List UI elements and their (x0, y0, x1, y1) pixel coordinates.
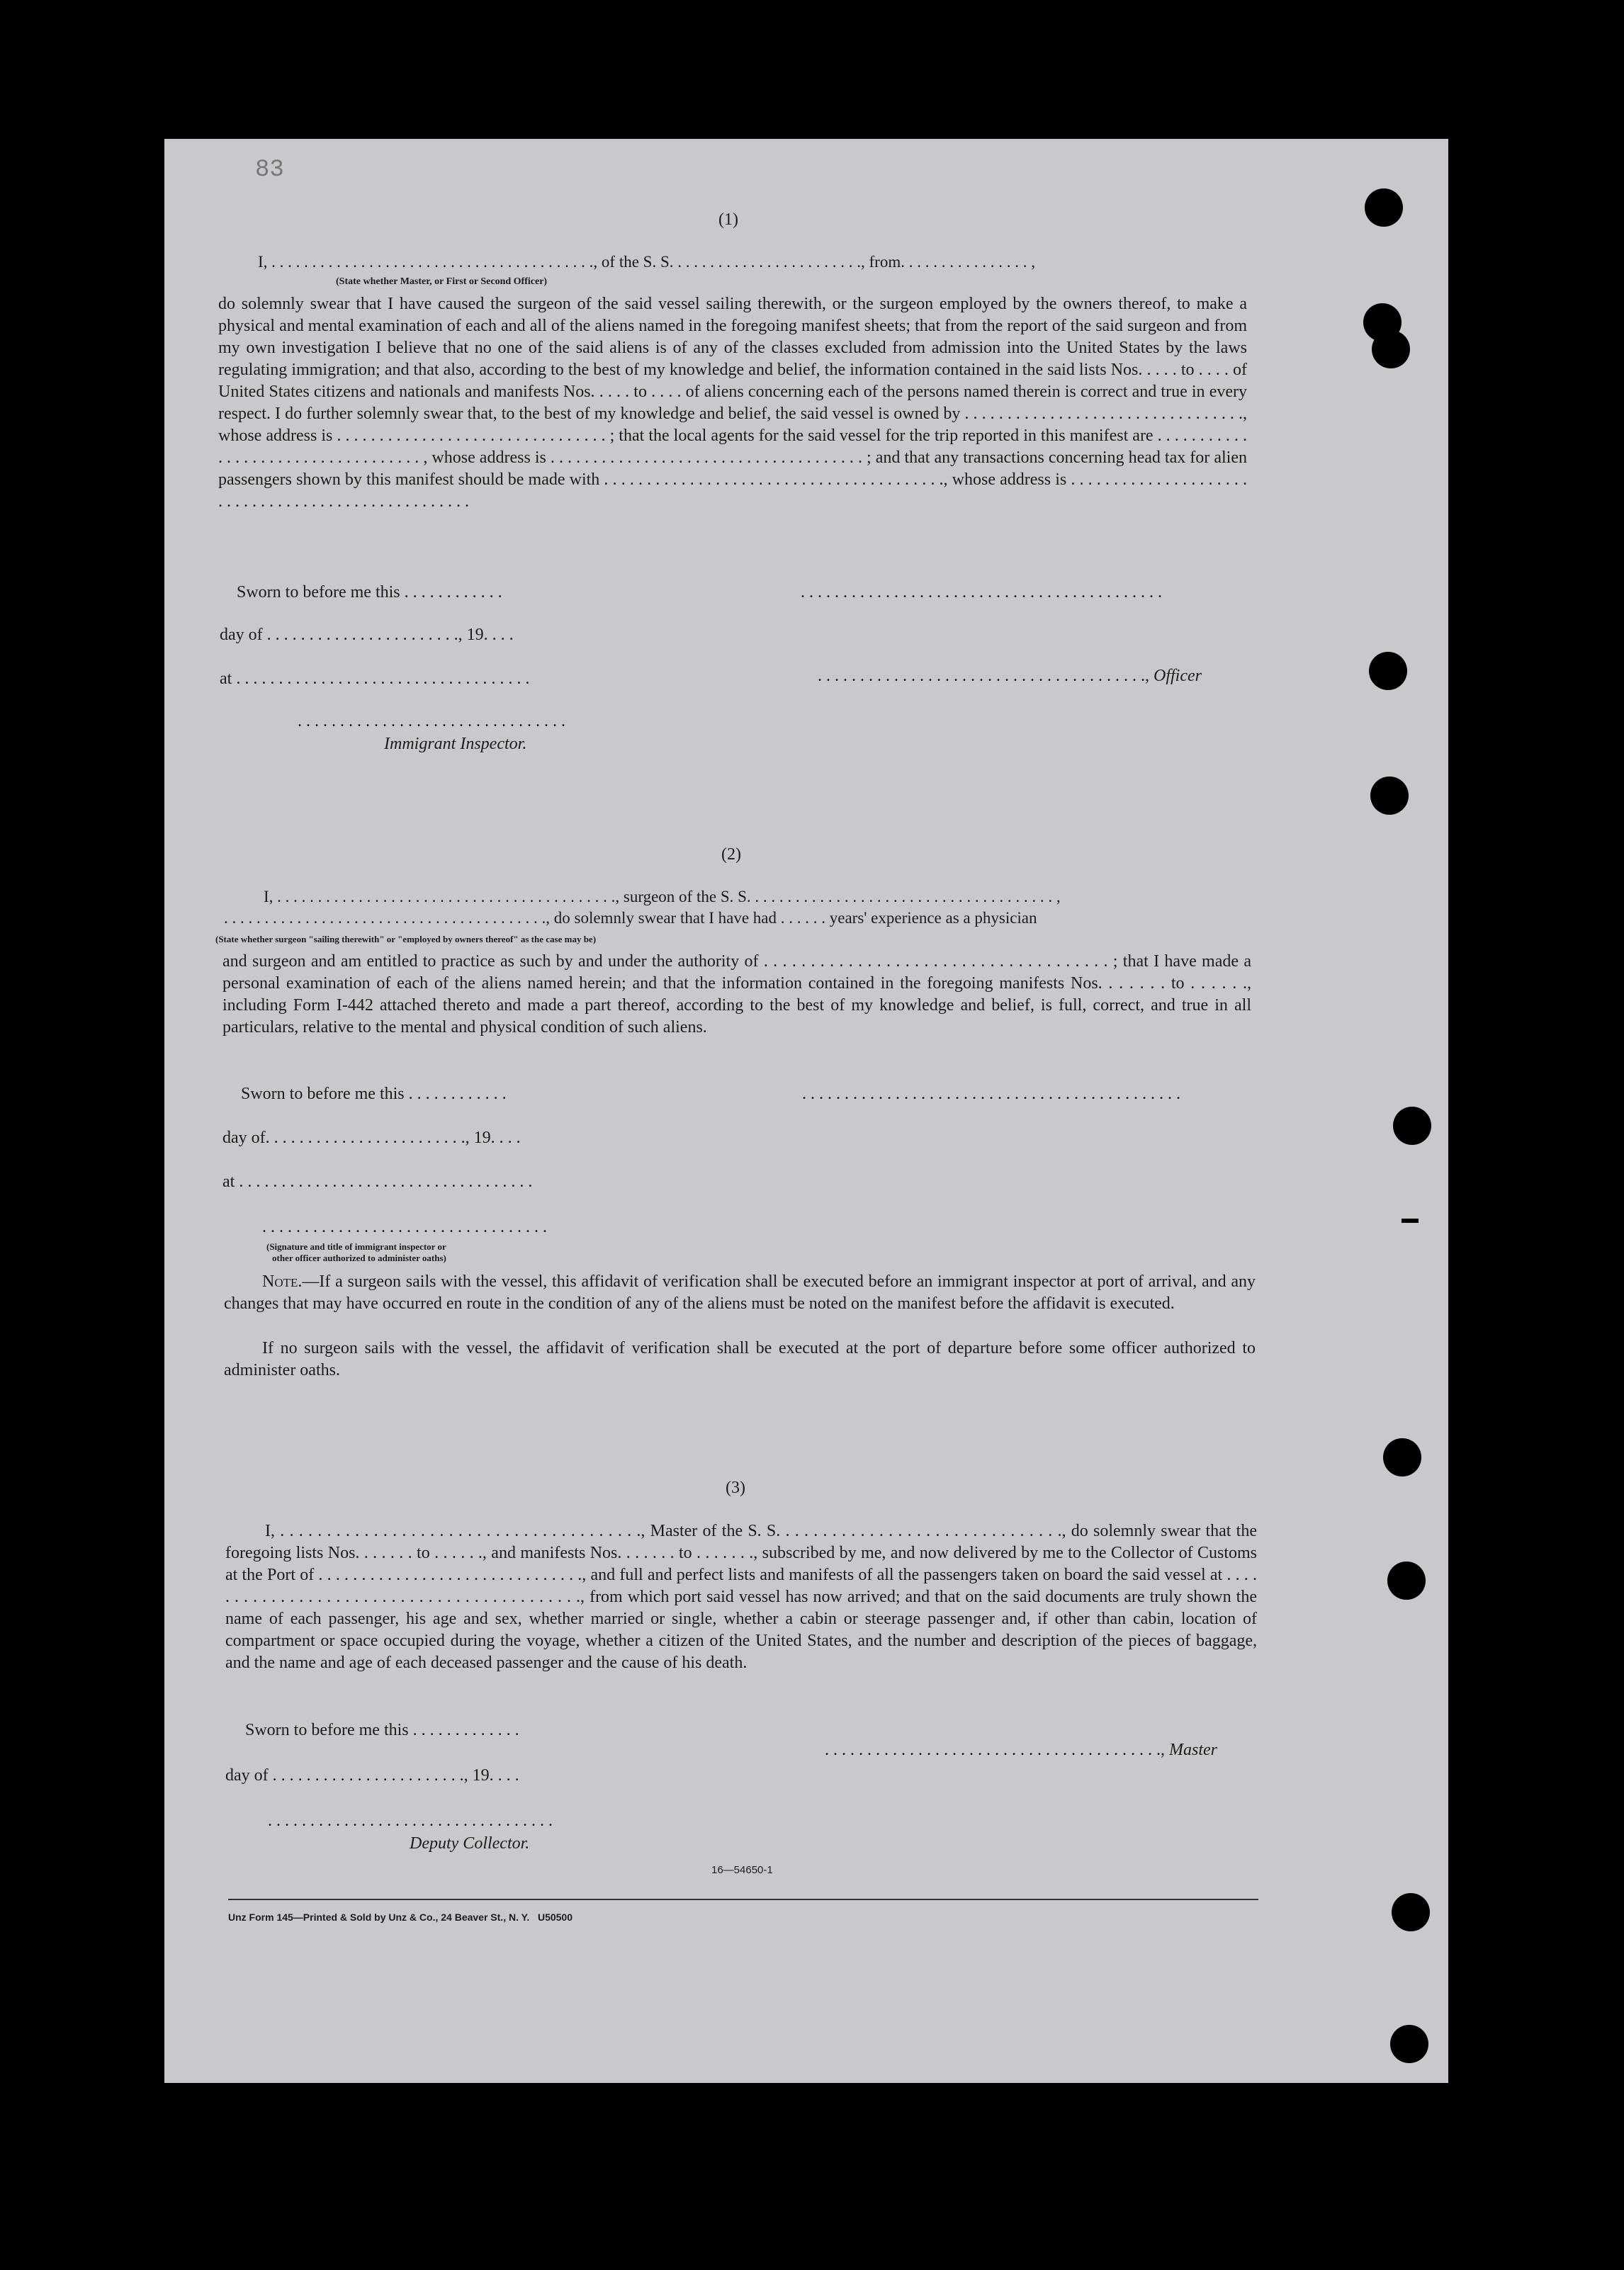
section-1-at: at . . . . . . . . . . . . . . . . . . . . . . . . . . . . . . . . . . . (220, 670, 530, 688)
officer-dots: . . . . . . . . . . . . . . . . . . . . . . . . . . . . . . . . . . . . . . ., (818, 667, 1154, 685)
section-3-collector-title: Deputy Collector. (410, 1834, 530, 1853)
section-2-sworn: Sworn to before me this . . . . . . . . . . . . (241, 1085, 507, 1103)
footer-imprint: Unz Form 145—Printed & Sold by Unz & Co., 24 Beaver St., N. Y. U50500 (228, 1912, 573, 1923)
officer-title: Officer (1154, 667, 1202, 685)
section-1-sworn: Sworn to before me this . . . . . . . . . . . . (237, 583, 502, 602)
section-2-paragraph: and surgeon and am entitled to practice as such by and under the authority of . . . . . . . . . . . . . . . . . . . . . . . . . . . . . . . . . . . . . ; that I have made a personal examination of each of the aliens named herein; and that the information contained in the foregoing manifests Nos. . . . . . . to . . . . . ., including Form I-442 attached thereto and made a part thereof, according to the best of my knowledge and belief, is full, correct, and true in all particulars, relative to the mental and physical condition of such aliens. (222, 952, 1251, 1037)
section-1-day: day of . . . . . . . . . . . . . . . . . . . . . . ., 19. . . . (220, 626, 514, 644)
section-3-master-signature (808, 1720, 1217, 1780)
section-1-inspector-dots: . . . . . . . . . . . . . . . . . . . . . . . . . . . . . . . . (298, 712, 565, 730)
binder-hole (1387, 1562, 1426, 1600)
section-1-officer-signature (801, 646, 1202, 706)
section-2-day: day of. . . . . . . . . . . . . . . . . . . . . . . ., 19. . . . (222, 1129, 521, 1147)
section-2-note-1 (224, 1271, 1256, 1315)
section-1-inspector-title: Immigrant Inspector. (384, 735, 527, 753)
binder-hole (1383, 1438, 1421, 1476)
binder-hole (1392, 1893, 1430, 1931)
binder-hole (1390, 2025, 1428, 2063)
binder-hole (1369, 652, 1407, 690)
section-2-number: (2) (721, 845, 741, 864)
section-3-collector-dots: . . . . . . . . . . . . . . . . . . . . . . . . . . . . . . . . . . (268, 1812, 553, 1830)
section-1-oath-line: I, . . . . . . . . . . . . . . . . . . . . . . . . . . . . . . . . . . . . . . . ., of the S. S. . . . . . . . . . . . . . . . . . . . . . . ., from. . . . . . . . . . . . . . . . , (258, 253, 1035, 271)
binder-hole (1365, 188, 1403, 227)
section-2-line-1: I, . . . . . . . . . . . . . . . . . . . . . . . . . . . . . . . . . . . . . . . . . ., surgeon of the S. S. . . . . . . . . . . . . . . . . . . . . . . . . . . . . . . . . . . . . . , (264, 888, 1061, 905)
section-1-number: (1) (718, 210, 738, 229)
binder-hole (1372, 330, 1410, 368)
section-3-day: day of . . . . . . . . . . . . . . . . . . . . . . ., 19. . . . (225, 1766, 519, 1785)
section-3-number: (3) (726, 1479, 745, 1497)
section-3-paragraph: I, . . . . . . . . . . . . . . . . . . . . . . . . . . . . . . . . . . . . . . ., Master of the S. S. . . . . . . . . . . . . . . . . . . . . . . . . . . . . . ., do solemnly swear that the foregoing lists Nos. . . . . . . to . . . . . ., and manifests Nos. . . . . . . to . . . . . . ., subscribed by me, and now delivered by me to the Collector of Customs at the Port of . . . . . . . . . . . . . . . . . . . . . . . . . . . . . . ., and full and perfect lists and manifests of all the passengers taken on board the said vessel at . . . . . . . . . . . . . . . . . . . . . . . . . . . . . . . . . . . . . . . . . . ., from which port said vessel has now arrived; and that on the said documents are truly shown the name of each passenger, his age and sex, whether married or single, whether a cabin or steerage passenger and, if other than cabin, location of compartment or space occupied during the voyage, whether a citizen of the United States, and the number and description of the pieces of baggage, and the name and age of each deceased passenger and the cause of his death. (225, 1522, 1257, 1672)
section-2-note-under: (State whether surgeon "sailing therewith" or "employed by owners thereof" as the case may be) (215, 934, 597, 944)
master-title: Master (1169, 1741, 1217, 1759)
master-dots: . . . . . . . . . . . . . . . . . . . . . . . . . . . . . . . . . . . . . . . ., (825, 1741, 1169, 1759)
section-2-note-2: If no surgeon sails with the vessel, the affidavit of verification shall be executed at the port of departure before some officer authorized to administer oaths. (224, 1339, 1256, 1379)
section-2-signature-dots: . . . . . . . . . . . . . . . . . . . . . . . . . . . . . . . . . . . . . . . . . . . . . (802, 1085, 1180, 1103)
section-2-sig-caption-1: (Signature and title of immigrant inspector or (266, 1241, 446, 1252)
section-1-paragraph: do solemnly swear that I have caused the surgeon of the said vessel sailing therewith, or the surgeon employed by the owners thereof, to make a physical and mental examination of each and all of the aliens named in the foregoing manifest sheets; that from the report of the said surgeon and from my own investigation I believe that no one of the said aliens is of any of the classes excluded from admission into the United States by the laws regulating immigration; and that also, according to the best of my knowledge and belief, the information contained in the said lists Nos. . . . . to . . . . of United States citizens and nationals and manifests Nos. . . . . to . . . . of aliens concerning each of the persons named therein is correct and true in every respect. I do further solemnly swear that, to the best of my knowledge and belief, the said vessel is owned by . . . . . . . . . . . . . . . . . . . . . . . . . . . . . . . . ., whose address is . . . . . . . . . . . . . . . . . . . . . . . . . . . . . . . . ; that the local agents for the said vessel for the trip reported in this manifest are . . . . . . . . . . . . . . . . . . . . . . . . . . . . . . . . . . . , whose address is . . . . . . . . . . . . . . . . . . . . . . . . . . . . . . . . . . . . . ; and that any transactions concerning head tax for alien passengers shown by this manifest should be made with . . . . . . . . . . . . . . . . . . . . . . . . . . . . . . . . . . . . . . . ., whose address is . . . . . . . . . . . . . . . . . . . . . . . . . . . . . . . . . . . . . . . . . . . . . . . . . . . (218, 295, 1247, 511)
note-label: Note. (262, 1272, 303, 1291)
form-code: 16—54650-1 (711, 1864, 773, 1876)
footer-rule (228, 1899, 1258, 1900)
binder-hole (1393, 1107, 1431, 1145)
section-3-sworn: Sworn to before me this . . . . . . . . . . . . . (245, 1721, 519, 1739)
section-2-line-2: . . . . . . . . . . . . . . . . . . . . . . . . . . . . . . . . . . . . . . . ., do solemnly swear that I have had . . . . . . years' experience as a physician (224, 909, 1037, 927)
note-text: —If a surgeon sails with the vessel, this affidavit of verification shall be executed before an immigrant inspector at port of arrival, and any changes that may have occurred en route in the condition of any of the aliens must be noted on the manifest before the affidavit is executed. (224, 1272, 1256, 1313)
binder-mark (1402, 1219, 1419, 1223)
page-mark: 83 (255, 157, 284, 183)
section-2-sig-caption-2: other officer authorized to administer oaths) (272, 1253, 446, 1263)
section-2-inspector-dots: . . . . . . . . . . . . . . . . . . . . . . . . . . . . . . . . . . (262, 1218, 547, 1236)
section-1-signature-dots: . . . . . . . . . . . . . . . . . . . . . . . . . . . . . . . . . . . . . . . . . . . (801, 583, 1162, 602)
section-2-at: at . . . . . . . . . . . . . . . . . . . . . . . . . . . . . . . . . . . (222, 1173, 533, 1191)
binder-hole (1370, 777, 1409, 815)
section-1-oath-note: (State whether Master, or First or Second Officer) (336, 276, 548, 287)
